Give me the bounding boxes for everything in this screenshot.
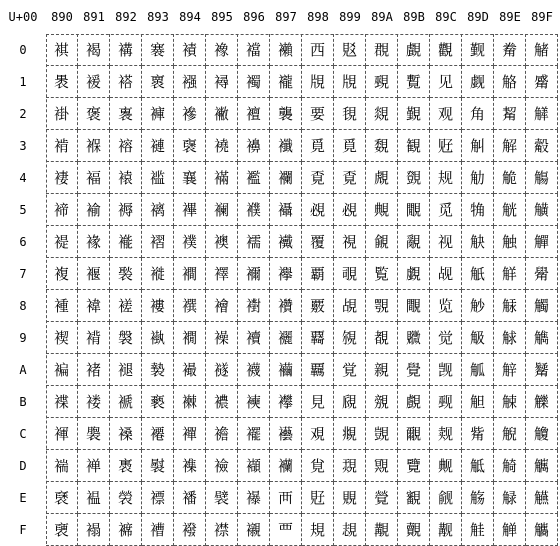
glyph-cell: 褟 bbox=[78, 514, 110, 546]
glyph-cell: 襔 bbox=[206, 162, 238, 194]
glyph-cell: 觓 bbox=[462, 130, 494, 162]
glyph-cell: 褚 bbox=[78, 354, 110, 386]
glyph-cell: 覎 bbox=[302, 482, 334, 514]
glyph-cell: 褠 bbox=[110, 34, 142, 66]
glyph-cell: 襱 bbox=[270, 66, 302, 98]
glyph-cell: 襻 bbox=[270, 386, 302, 418]
glyph-cell: 襰 bbox=[270, 34, 302, 66]
glyph-cell: 觚 bbox=[462, 354, 494, 386]
glyph-cell: 覜 bbox=[334, 418, 366, 450]
glyph-cell: 覠 bbox=[366, 34, 398, 66]
glyph-cell: 褩 bbox=[110, 322, 142, 354]
glyph-cell: 襃 bbox=[174, 130, 206, 162]
glyph-cell: 觝 bbox=[462, 450, 494, 482]
glyph-cell: 褻 bbox=[142, 386, 174, 418]
column-header: 899 bbox=[339, 10, 361, 24]
row-header: D bbox=[19, 459, 27, 473]
glyph-cell: 襬 bbox=[238, 418, 270, 450]
glyph-cell: 褋 bbox=[46, 386, 78, 418]
glyph-cell: 觘 bbox=[462, 290, 494, 322]
glyph-cell: 觽 bbox=[526, 450, 558, 482]
glyph-cell: 褷 bbox=[142, 258, 174, 290]
glyph-cell: 褬 bbox=[110, 418, 142, 450]
glyph-cell: 见 bbox=[430, 66, 462, 98]
glyph-cell: 褭 bbox=[110, 450, 142, 482]
glyph-cell: 褌 bbox=[46, 418, 78, 450]
glyph-cell: 覩 bbox=[366, 322, 398, 354]
glyph-cell: 览 bbox=[430, 290, 462, 322]
glyph-cell: 覲 bbox=[398, 98, 430, 130]
glyph-cell: 觩 bbox=[494, 322, 526, 354]
glyph-cell: 觅 bbox=[430, 194, 462, 226]
glyph-cell: 觪 bbox=[494, 354, 526, 386]
glyph-cell: 襧 bbox=[238, 258, 270, 290]
glyph-cell: 褗 bbox=[78, 258, 110, 290]
row-header: 0 bbox=[19, 43, 27, 57]
glyph-cell: 覉 bbox=[302, 322, 334, 354]
glyph-cell: 襓 bbox=[206, 130, 238, 162]
glyph-cell: 褾 bbox=[142, 482, 174, 514]
glyph-cell: 覐 bbox=[334, 34, 366, 66]
glyph-cell: 襲 bbox=[270, 98, 302, 130]
column-header: 89D bbox=[467, 10, 489, 24]
glyph-cell: 觵 bbox=[526, 194, 558, 226]
glyph-cell: 覞 bbox=[334, 482, 366, 514]
column-header: 892 bbox=[115, 10, 137, 24]
row-header: 9 bbox=[19, 331, 27, 345]
glyph-cell: 褽 bbox=[142, 450, 174, 482]
glyph-cell: 褸 bbox=[142, 290, 174, 322]
glyph-cell: 襈 bbox=[174, 290, 206, 322]
glyph-cell: 褵 bbox=[142, 194, 174, 226]
glyph-cell: 襟 bbox=[206, 514, 238, 546]
glyph-cell: 覥 bbox=[366, 194, 398, 226]
glyph-cell: 襐 bbox=[206, 34, 238, 66]
glyph-cell: 褊 bbox=[46, 354, 78, 386]
glyph-cell: 褘 bbox=[78, 290, 110, 322]
glyph-cell: 覱 bbox=[398, 66, 430, 98]
glyph-cell: 覘 bbox=[334, 290, 366, 322]
glyph-cell: 觋 bbox=[430, 386, 462, 418]
glyph-cell: 覕 bbox=[334, 194, 366, 226]
row-header: E bbox=[19, 491, 27, 505]
glyph-cell: 襼 bbox=[270, 418, 302, 450]
glyph-cell: 襶 bbox=[270, 226, 302, 258]
glyph-cell: 觮 bbox=[494, 482, 526, 514]
glyph-cell: 觉 bbox=[430, 322, 462, 354]
glyph-cell: 襘 bbox=[206, 290, 238, 322]
glyph-cell: 觹 bbox=[526, 322, 558, 354]
glyph-cell: 視 bbox=[334, 226, 366, 258]
glyph-cell: 觊 bbox=[430, 354, 462, 386]
glyph-cell: 角 bbox=[462, 98, 494, 130]
column-header: 89E bbox=[499, 10, 521, 24]
glyph-cell: 襕 bbox=[206, 194, 238, 226]
column-header: 89C bbox=[435, 10, 457, 24]
glyph-cell: 觭 bbox=[494, 450, 526, 482]
glyph-cell: 觲 bbox=[526, 98, 558, 130]
column-header: 897 bbox=[275, 10, 297, 24]
glyph-cell: 覯 bbox=[366, 514, 398, 546]
glyph-cell: 褳 bbox=[142, 130, 174, 162]
glyph-cell: 观 bbox=[430, 98, 462, 130]
glyph-cell: 褄 bbox=[46, 162, 78, 194]
glyph-cell: 覰 bbox=[398, 34, 430, 66]
glyph-cell: 觠 bbox=[494, 34, 526, 66]
glyph-cell: 覿 bbox=[398, 514, 430, 546]
glyph-cell: 覒 bbox=[334, 98, 366, 130]
glyph-cell: 襑 bbox=[206, 66, 238, 98]
glyph-cell: 觥 bbox=[494, 194, 526, 226]
glyph-cell: 襢 bbox=[238, 98, 270, 130]
glyph-cell: 褢 bbox=[110, 98, 142, 130]
glyph-cell: 覛 bbox=[334, 386, 366, 418]
row-header: 6 bbox=[19, 235, 27, 249]
glyph-cell: 襣 bbox=[238, 130, 270, 162]
glyph-cell: 襇 bbox=[174, 258, 206, 290]
column-header: 89B bbox=[403, 10, 425, 24]
glyph-cell: 褿 bbox=[142, 514, 174, 546]
column-header: 893 bbox=[147, 10, 169, 24]
glyph-cell: 觴 bbox=[526, 162, 558, 194]
glyph-cell: 覗 bbox=[334, 258, 366, 290]
glyph-cell: 觞 bbox=[462, 482, 494, 514]
glyph-cell: 覚 bbox=[334, 354, 366, 386]
glyph-cell: 觔 bbox=[462, 162, 494, 194]
glyph-cell: 觡 bbox=[494, 66, 526, 98]
glyph-cell: 觃 bbox=[430, 130, 462, 162]
glyph-cell: 襛 bbox=[206, 386, 238, 418]
glyph-cell: 襨 bbox=[238, 290, 270, 322]
glyph-cell: 襯 bbox=[238, 514, 270, 546]
glyph-cell: 覔 bbox=[334, 162, 366, 194]
glyph-cell: 覑 bbox=[302, 66, 334, 98]
glyph-cell: 觺 bbox=[526, 354, 558, 386]
row-header: 4 bbox=[19, 171, 27, 185]
glyph-cell: 襅 bbox=[174, 194, 206, 226]
glyph-cell: 觸 bbox=[526, 290, 558, 322]
glyph-cell: 解 bbox=[494, 130, 526, 162]
glyph-cell: 覷 bbox=[398, 258, 430, 290]
glyph-cell: 褆 bbox=[46, 226, 78, 258]
glyph-cell: 褨 bbox=[110, 290, 142, 322]
column-header: 895 bbox=[211, 10, 233, 24]
column-header: 890 bbox=[51, 10, 73, 24]
glyph-cell: 覤 bbox=[366, 162, 398, 194]
glyph-cell: 覮 bbox=[366, 482, 398, 514]
glyph-cell: 規 bbox=[302, 514, 334, 546]
glyph-cell: 襺 bbox=[270, 354, 302, 386]
glyph-cell: 觌 bbox=[430, 418, 462, 450]
glyph-cell: 褺 bbox=[142, 354, 174, 386]
glyph-cell: 觱 bbox=[526, 66, 558, 98]
glyph-cell: 褃 bbox=[46, 130, 78, 162]
glyph-cell: 褰 bbox=[142, 34, 174, 66]
glyph-cell: 襞 bbox=[206, 482, 238, 514]
glyph-cell: 襾 bbox=[270, 482, 302, 514]
glyph-cell: 覸 bbox=[398, 290, 430, 322]
glyph-cell: 襙 bbox=[206, 322, 238, 354]
row-header: 1 bbox=[19, 75, 27, 89]
corner-label: U+00 bbox=[8, 10, 38, 24]
glyph-cell: 褥 bbox=[110, 194, 142, 226]
glyph-cell: 覨 bbox=[366, 290, 398, 322]
glyph-cell: 襜 bbox=[206, 418, 238, 450]
glyph-cell: 褀 bbox=[46, 34, 78, 66]
glyph-cell: 覑 bbox=[334, 66, 366, 98]
column-header: 891 bbox=[83, 10, 105, 24]
glyph-cell: 褲 bbox=[142, 98, 174, 130]
glyph-cell: 覕 bbox=[302, 194, 334, 226]
glyph-cell: 覺 bbox=[398, 354, 430, 386]
glyph-cell: 襸 bbox=[270, 290, 302, 322]
glyph-cell: 褒 bbox=[78, 98, 110, 130]
glyph-cell: 褉 bbox=[46, 322, 78, 354]
glyph-cell: 褝 bbox=[78, 450, 110, 482]
glyph-cell: 褓 bbox=[78, 130, 110, 162]
glyph-cell: 褣 bbox=[110, 130, 142, 162]
glyph-cell: 褏 bbox=[46, 514, 78, 546]
column-header: 898 bbox=[307, 10, 329, 24]
glyph-cell: 西 bbox=[302, 34, 334, 66]
glyph-cell: 覬 bbox=[366, 418, 398, 450]
glyph-cell: 褹 bbox=[142, 322, 174, 354]
glyph-cell: 襆 bbox=[174, 226, 206, 258]
glyph-cell: 褞 bbox=[78, 482, 110, 514]
glyph-cell: 褴 bbox=[142, 162, 174, 194]
row-header: C bbox=[19, 427, 27, 441]
glyph-cell: 褈 bbox=[46, 290, 78, 322]
glyph-cell: 觗 bbox=[462, 258, 494, 290]
glyph-cell: 觿 bbox=[526, 514, 558, 546]
glyph-cell: 襎 bbox=[174, 482, 206, 514]
glyph-cell: 觙 bbox=[462, 322, 494, 354]
glyph-cell: 親 bbox=[366, 354, 398, 386]
glyph-cell: 褐 bbox=[78, 34, 110, 66]
glyph-cell: 襫 bbox=[238, 386, 270, 418]
glyph-cell: 覭 bbox=[366, 450, 398, 482]
glyph-cell: 覶 bbox=[398, 226, 430, 258]
glyph-cell: 覫 bbox=[366, 386, 398, 418]
glyph-cell: 覽 bbox=[398, 450, 430, 482]
glyph-cell: 襝 bbox=[206, 450, 238, 482]
glyph-cell: 觎 bbox=[430, 482, 462, 514]
glyph-cell: 覡 bbox=[366, 66, 398, 98]
glyph-cell: 觧 bbox=[494, 258, 526, 290]
glyph-cell: 觾 bbox=[526, 482, 558, 514]
glyph-cell: 视 bbox=[430, 226, 462, 258]
glyph-cell: 襷 bbox=[270, 258, 302, 290]
glyph-cell: 觳 bbox=[526, 130, 558, 162]
glyph-cell: 觖 bbox=[462, 226, 494, 258]
glyph-cell: 覝 bbox=[334, 450, 366, 482]
glyph-cell: 觏 bbox=[430, 514, 462, 546]
glyph-cell: 襏 bbox=[174, 514, 206, 546]
glyph-cell: 覢 bbox=[366, 98, 398, 130]
glyph-cell: 襗 bbox=[206, 258, 238, 290]
glyph-cell: 褕 bbox=[78, 194, 110, 226]
glyph-cell: 触 bbox=[494, 226, 526, 258]
glyph-cell: 覔 bbox=[302, 162, 334, 194]
glyph-cell: 覙 bbox=[334, 322, 366, 354]
glyph-cell: 襦 bbox=[238, 226, 270, 258]
glyph-cell: 褛 bbox=[78, 386, 110, 418]
row-header: 2 bbox=[19, 107, 27, 121]
column-header: 89F bbox=[531, 10, 553, 24]
glyph-cell: 觇 bbox=[430, 258, 462, 290]
glyph-cell: 褎 bbox=[46, 482, 78, 514]
glyph-cell: 襮 bbox=[238, 482, 270, 514]
glyph-cell: 襊 bbox=[174, 354, 206, 386]
glyph-cell: 褤 bbox=[110, 162, 142, 194]
glyph-cell: 覟 bbox=[334, 514, 366, 546]
glyph-cell: 觐 bbox=[462, 34, 494, 66]
row-header: B bbox=[19, 395, 27, 409]
glyph-cell: 襵 bbox=[270, 194, 302, 226]
glyph-cell: 褦 bbox=[110, 226, 142, 258]
glyph-cell: 觼 bbox=[526, 418, 558, 450]
glyph-cell: 褜 bbox=[78, 418, 110, 450]
glyph-cell: 褙 bbox=[78, 322, 110, 354]
glyph-cell: 觶 bbox=[526, 226, 558, 258]
glyph-cell: 覼 bbox=[398, 418, 430, 450]
glyph-cell: 覣 bbox=[366, 130, 398, 162]
glyph-cell: 複 bbox=[46, 258, 78, 290]
glyph-cell: 襥 bbox=[238, 194, 270, 226]
glyph-cell: 觻 bbox=[526, 386, 558, 418]
glyph-cell: 覾 bbox=[398, 482, 430, 514]
row-header: 5 bbox=[19, 203, 27, 217]
glyph-cell: 觍 bbox=[430, 450, 462, 482]
glyph-cell: 見 bbox=[302, 386, 334, 418]
glyph-cell: 襳 bbox=[270, 130, 302, 162]
glyph-cell: 觑 bbox=[462, 66, 494, 98]
glyph-cell: 襩 bbox=[238, 322, 270, 354]
glyph-cell: 覦 bbox=[366, 226, 398, 258]
glyph-cell: 覊 bbox=[302, 354, 334, 386]
glyph-cell: 覻 bbox=[398, 386, 430, 418]
glyph-cell: 觫 bbox=[494, 386, 526, 418]
glyph-cell: 觛 bbox=[462, 386, 494, 418]
glyph-cell: 覓 bbox=[302, 130, 334, 162]
glyph-cell: 要 bbox=[302, 98, 334, 130]
glyph-cell: 褼 bbox=[142, 418, 174, 450]
glyph-cell: 襀 bbox=[174, 34, 206, 66]
glyph-cell: 褧 bbox=[110, 258, 142, 290]
glyph-cell: 覵 bbox=[398, 194, 430, 226]
glyph-cell: 褶 bbox=[142, 226, 174, 258]
glyph-cell: 襽 bbox=[270, 450, 302, 482]
glyph-cell: 襤 bbox=[238, 162, 270, 194]
glyph-cell: 覓 bbox=[334, 130, 366, 162]
glyph-cell: 觟 bbox=[462, 514, 494, 546]
glyph-cell: 覧 bbox=[366, 258, 398, 290]
glyph-cell: 规 bbox=[430, 162, 462, 194]
glyph-cell: 覇 bbox=[302, 258, 334, 290]
glyph-cell: 襂 bbox=[174, 98, 206, 130]
row-header: 7 bbox=[19, 267, 27, 281]
glyph-cell: 褑 bbox=[78, 66, 110, 98]
glyph-cell: 褮 bbox=[110, 482, 142, 514]
glyph-cell: 褔 bbox=[78, 162, 110, 194]
glyph-cell: 襪 bbox=[238, 354, 270, 386]
glyph-cell: 褯 bbox=[110, 514, 142, 546]
column-header: 89A bbox=[371, 10, 393, 24]
glyph-cell: 襚 bbox=[206, 354, 238, 386]
glyph-cell: 覹 bbox=[398, 322, 430, 354]
row-header: 8 bbox=[19, 299, 27, 313]
glyph-cell: 觰 bbox=[526, 34, 558, 66]
glyph-cell: 覍 bbox=[302, 450, 334, 482]
glyph-cell: 覀 bbox=[270, 514, 302, 546]
glyph-cell: 褂 bbox=[46, 98, 78, 130]
glyph-cell: 觯 bbox=[494, 514, 526, 546]
row-header: F bbox=[19, 523, 27, 537]
glyph-cell: 襖 bbox=[206, 226, 238, 258]
glyph-cell: 襋 bbox=[174, 386, 206, 418]
glyph-cell: 襡 bbox=[238, 66, 270, 98]
glyph-cell: 觢 bbox=[494, 98, 526, 130]
glyph-cell: 襌 bbox=[174, 418, 206, 450]
glyph-cell: 襒 bbox=[206, 98, 238, 130]
glyph-cell: 褫 bbox=[110, 386, 142, 418]
glyph-cell: 覆 bbox=[302, 226, 334, 258]
glyph-cell: 觕 bbox=[462, 194, 494, 226]
row-header: A bbox=[19, 363, 27, 377]
glyph-cell: 覴 bbox=[398, 162, 430, 194]
glyph-cell: 襄 bbox=[174, 162, 206, 194]
glyph-cell: 襠 bbox=[238, 34, 270, 66]
glyph-cell: 覌 bbox=[302, 418, 334, 450]
column-header: 896 bbox=[243, 10, 265, 24]
glyph-cell: 觜 bbox=[462, 418, 494, 450]
glyph-cell: 觨 bbox=[494, 290, 526, 322]
row-header: 3 bbox=[19, 139, 27, 153]
glyph-cell: 襁 bbox=[174, 66, 206, 98]
glyph-cell: 褱 bbox=[142, 66, 174, 98]
glyph-cell: 褍 bbox=[46, 450, 78, 482]
glyph-cell: 褖 bbox=[78, 226, 110, 258]
glyph-cell: 褁 bbox=[46, 66, 78, 98]
glyph-cell: 觤 bbox=[494, 162, 526, 194]
glyph-cell: 褡 bbox=[110, 66, 142, 98]
glyph-cell: 観 bbox=[398, 130, 430, 162]
glyph-cell: 褅 bbox=[46, 194, 78, 226]
glyph-cell: 褪 bbox=[110, 354, 142, 386]
glyph-cell: 觬 bbox=[494, 418, 526, 450]
glyph-cell: 觷 bbox=[526, 258, 558, 290]
glyph-cell: 觀 bbox=[430, 34, 462, 66]
glyph-cell: 襍 bbox=[174, 450, 206, 482]
glyph-cell: 襹 bbox=[270, 322, 302, 354]
glyph-cell: 襴 bbox=[270, 162, 302, 194]
glyph-cell: 襉 bbox=[174, 322, 206, 354]
glyph-cell: 襭 bbox=[238, 450, 270, 482]
glyph-cell: 覈 bbox=[302, 290, 334, 322]
column-header: 894 bbox=[179, 10, 201, 24]
